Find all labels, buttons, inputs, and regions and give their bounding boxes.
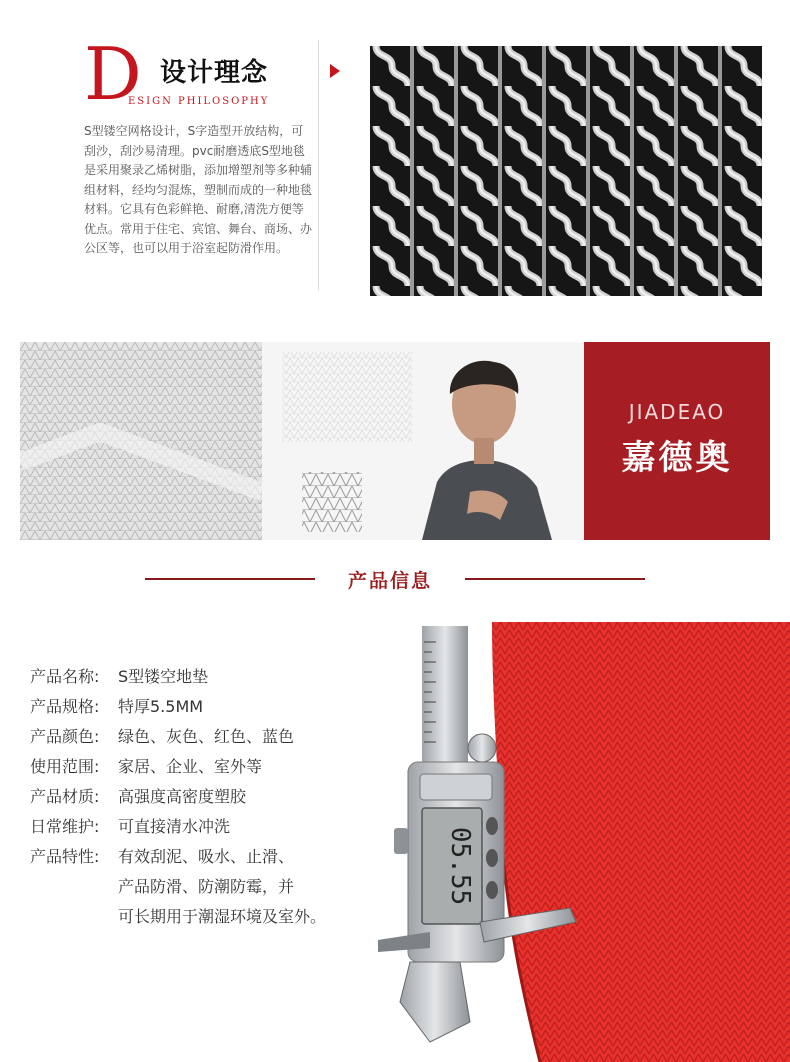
brand-name-en: JIADEAO bbox=[628, 400, 726, 424]
info-row-color bbox=[30, 722, 370, 752]
info-value: 特厚5.5MM bbox=[118, 697, 204, 716]
brand-logo-box bbox=[584, 342, 770, 540]
mat-texture-image bbox=[20, 342, 262, 540]
design-initial-letter: D bbox=[84, 32, 142, 116]
product-info-list bbox=[30, 662, 370, 932]
design-description: S型镂空网格设计，S字造型开放结构，可刮沙，刮沙易清理。pvc耐磨透底S型地毯是采用聚录乙烯树脂，添加增塑剂等多种辅组材料，经均匀混炼，塑制而成的一种地毯材料。它具有色彩鲜艳、耐磨,清洗方便等优点。常用于住宅、宾馆、舞台、商场、办公区等，也可以用于浴室起防滑作用。 bbox=[84, 124, 313, 255]
info-key: 产品颜色: bbox=[30, 727, 100, 746]
info-key: 使用范围: bbox=[30, 757, 100, 776]
info-key: 日常维护: bbox=[30, 817, 100, 836]
info-key: 产品名称: bbox=[30, 667, 100, 686]
caliper-measurement-image bbox=[370, 622, 790, 1062]
model-portrait-image bbox=[262, 342, 584, 540]
design-philosophy-section bbox=[0, 0, 790, 320]
product-info-header bbox=[0, 562, 790, 596]
divider-right bbox=[465, 578, 645, 580]
info-row-features bbox=[30, 842, 370, 872]
info-value: 可直接清水冲洗 bbox=[118, 817, 231, 836]
info-value: 家居、企业、室外等 bbox=[118, 757, 263, 776]
divider bbox=[318, 40, 319, 290]
info-row-material bbox=[30, 782, 370, 812]
divider-left bbox=[145, 578, 315, 580]
info-key: 产品特性: bbox=[30, 847, 100, 866]
info-value: 有效刮泥、吸水、止滑、 bbox=[118, 847, 295, 866]
info-row-maintenance bbox=[30, 812, 370, 842]
design-title: 设计理念 bbox=[160, 58, 269, 88]
info-features-line-3: 可长期用于潮湿环境及室外。 bbox=[118, 907, 327, 926]
caliper-lcd-reading: 05.55 bbox=[445, 826, 475, 906]
info-value: 高强度高密度塑胶 bbox=[118, 787, 247, 806]
info-key: 产品材质: bbox=[30, 787, 100, 806]
brand-name-cn: 嘉德奥 bbox=[621, 438, 733, 478]
arrow-right-icon bbox=[330, 64, 340, 78]
section-title: 产品信息 bbox=[347, 570, 432, 592]
info-features-line-2: 产品防滑、防潮防霉，并 bbox=[118, 877, 295, 896]
info-value: 绿色、灰色、红色、蓝色 bbox=[118, 727, 295, 746]
info-key: 产品规格: bbox=[30, 697, 100, 716]
info-row-spec bbox=[30, 692, 370, 722]
brand-banner bbox=[20, 342, 770, 540]
design-subtitle: ESIGN PHILOSOPHY bbox=[128, 96, 270, 107]
info-row-usage bbox=[30, 752, 370, 782]
info-value: S型镂空地垫 bbox=[118, 667, 209, 686]
info-row-name bbox=[30, 662, 370, 692]
s-mat-closeup-image bbox=[370, 46, 762, 296]
